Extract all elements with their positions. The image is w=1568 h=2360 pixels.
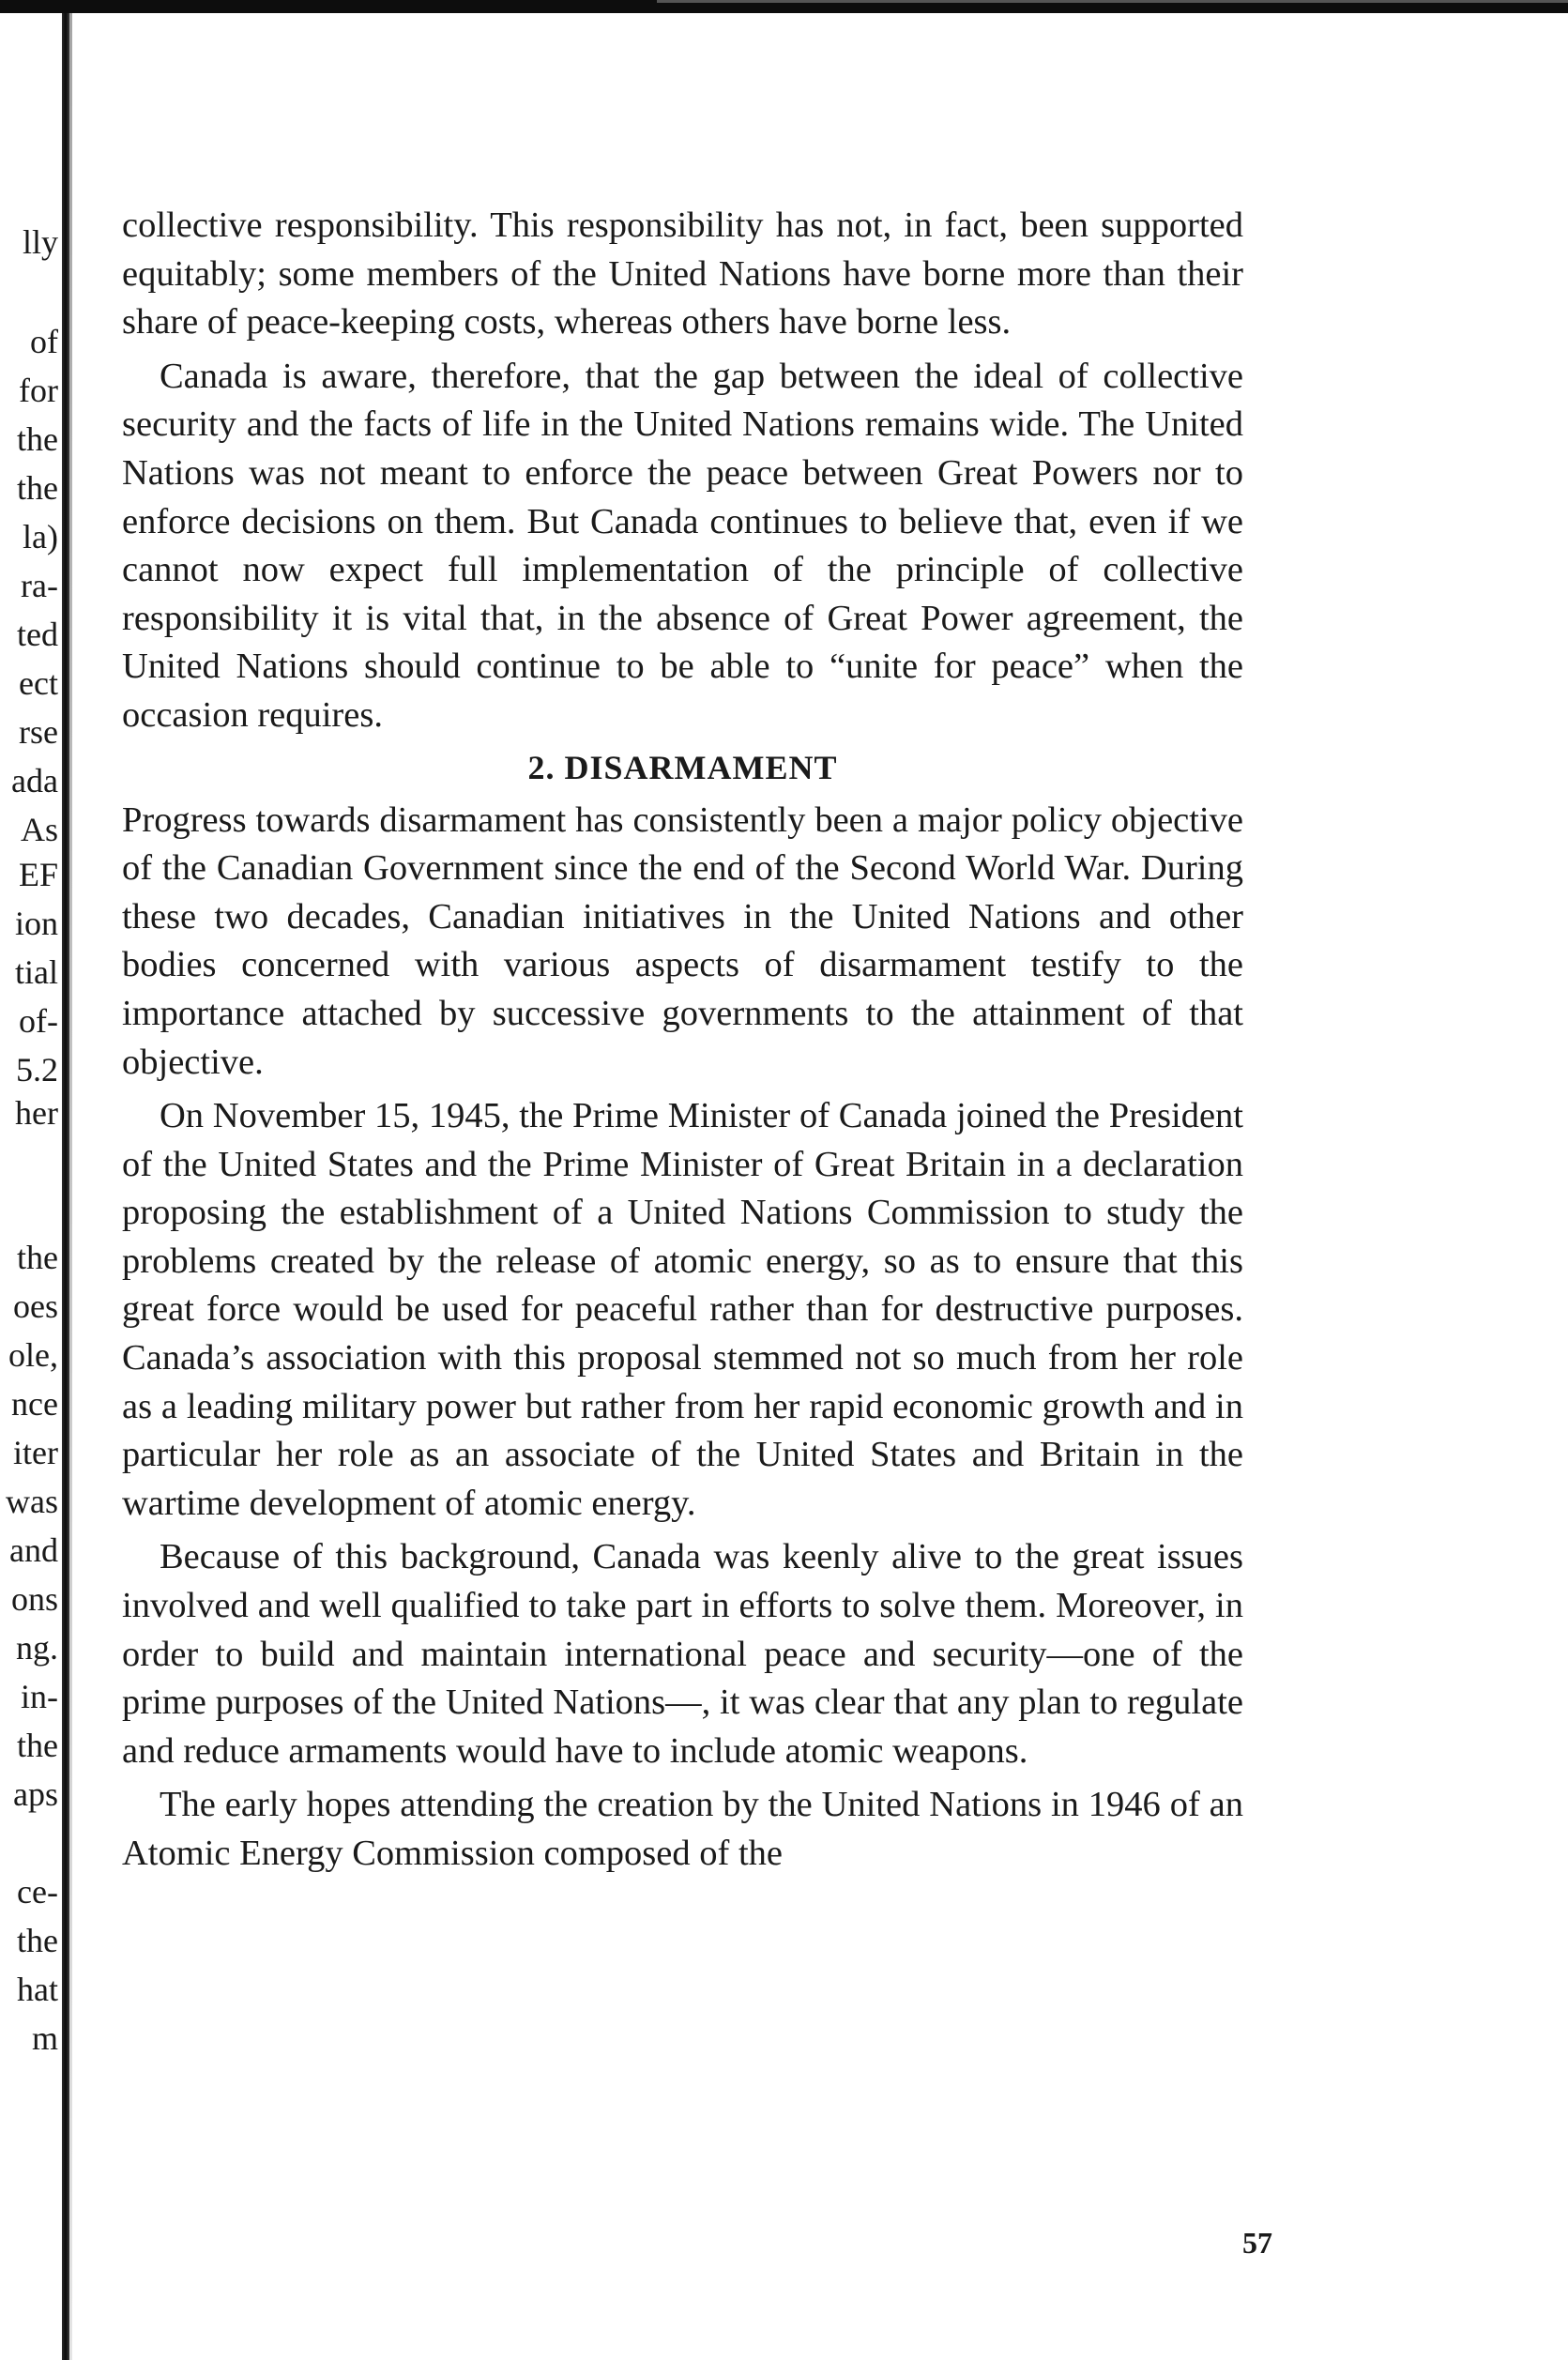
body-paragraph: collective responsibility. This responsibility has not, in fact, been supported equitably; some members of the United Nations have borne more than their share of peace-keeping costs, whereas others have borne less. (122, 206, 1243, 343)
margin-fragment: nce (11, 1385, 58, 1423)
margin-fragment: 5.2 (16, 1051, 58, 1089)
book-gutter-shadow (62, 13, 69, 2360)
margin-fragment: for (19, 372, 58, 409)
margin-fragment: was (6, 1483, 58, 1520)
margin-fragment: oes (13, 1287, 58, 1325)
margin-fragment: m (31, 2019, 58, 2057)
margin-fragment: the (17, 1239, 58, 1276)
margin-fragment: in- (21, 1678, 58, 1715)
facing-page-fragments (0, 0, 60, 2360)
margin-fragment: rse (19, 713, 58, 751)
margin-fragment: her (15, 1094, 58, 1132)
page-body (122, 202, 1243, 1879)
margin-fragment: ect (19, 664, 58, 702)
margin-fragment: ons (10, 1580, 58, 1618)
margin-fragment: the (17, 1922, 58, 1959)
body-paragraph: On November 15, 1945, the Prime Minister of Canada joined the President of the United States and the Prime Minister of Great Britain in a declaration proposing the establishment of a United Nations Commission to study the problems created by the release of atomic energy, so as to ensure that this great force would be used for peaceful rather than for destructive purposes. Canada’s association with this proposal stemmed not so much from her role as a leading military power but rather from her rapid economic growth and in particular her role as an associate of the United States and Britain in the wartime development of atomic energy. (122, 1096, 1243, 1523)
margin-fragment: the (17, 469, 58, 507)
margin-fragment: of- (19, 1002, 58, 1040)
body-paragraph: The early hopes attending the creation by the United Nations in 1946 of an Atomic Energy Commission composed of the (122, 1785, 1243, 1873)
margin-fragment: ted (17, 616, 58, 653)
margin-fragment: ra- (21, 567, 58, 604)
page-top-edge-fade (657, 0, 1568, 3)
margin-fragment: iter (13, 1434, 58, 1471)
margin-fragment: lly (22, 223, 58, 261)
margin-fragment: hat (17, 1971, 58, 2008)
margin-fragment: the (17, 1727, 58, 1764)
margin-fragment: ce- (17, 1873, 58, 1911)
margin-fragment: ole, (8, 1336, 58, 1374)
body-paragraph: Canada is aware, therefore, that the gap between the ideal of collective security and the facts of life in the United Nations remains wide. The United Nations was not meant to enforce the peace between Great Powers nor to enforce decisions on them. But Canada continues to believe that, even if we cannot now expect full implementation of the principle of collective responsibility it is vital that, in the absence of Great Power agreement, the United Nations should continue to be able to “unite for peace” when the occasion requires. (122, 356, 1243, 735)
margin-fragment: tial (15, 953, 58, 991)
body-paragraph: Progress towards disarmament has consistently been a major policy objective of the Canadian Government since the end of the Second World War. During these two decades, Canadian initiatives in the United Nations and other bodies concerned with various aspects of disarmament testify to the importance attached by successive governments to the attainment of that objective. (122, 799, 1243, 1082)
margin-fragment: and (9, 1531, 58, 1569)
margin-fragment: As (20, 811, 58, 848)
margin-fragment: aps (13, 1775, 58, 1813)
margin-fragment: ng. (16, 1629, 58, 1667)
section-heading: 2. DISARMAMENT (527, 748, 838, 786)
margin-fragment: EF (18, 856, 58, 893)
margin-fragment: ada (11, 762, 58, 799)
margin-fragment: the (17, 420, 58, 458)
margin-fragment: la) (23, 518, 58, 556)
page-number: 57 (1242, 2226, 1272, 2260)
margin-fragment: ion (14, 905, 58, 942)
margin-fragment: of (30, 323, 58, 360)
body-paragraph: Because of this background, Canada was keenly alive to the great issues involved and well qualified to take part in efforts to solve them. Moreover, in order to build and maintain international peace and security—one of the prime purposes of the United Nations—, it was clear that any plan to regulate and reduce armaments would have to include atomic weapons. (122, 1537, 1243, 1771)
